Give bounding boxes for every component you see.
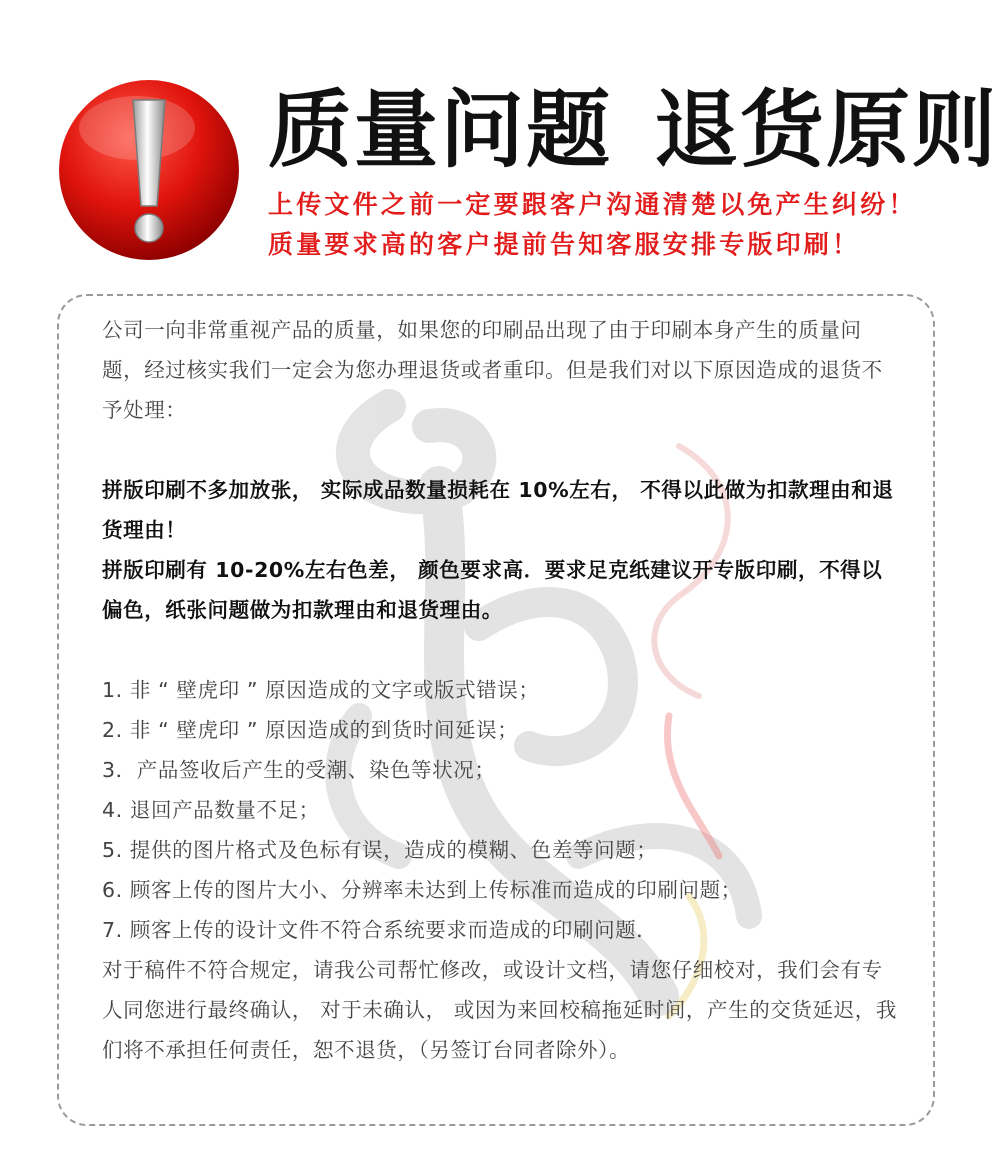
exclamation-warning-icon <box>57 78 241 262</box>
policy-content <box>102 310 902 1070</box>
subtitle-line-2: 质量要求高的客户提前告知客服安排专版印刷！ <box>268 230 861 259</box>
title-part-return: 退货原则 <box>654 81 999 179</box>
header <box>0 0 1000 290</box>
list-item: 2. 非 “ 壁虎印 ” 原因造成的到货时间延误； <box>102 718 519 742</box>
list-item: 1. 非 “ 壁虎印 ” 原因造成的文字或版式错误； <box>102 678 540 702</box>
list-item: 7. 顾客上传的设计文件不符合系统要求而造成的印刷问题． <box>102 918 658 942</box>
list-item: 3．产品签收后产生的受潮、染色等状况； <box>102 758 496 782</box>
intro-paragraph: 公司一向非常重视产品的质量，如果您的印刷品出现了由于印刷本身产生的质量问题，经过核实我们一定会为您办理退货或者重印。但是我们对以下原因造成的退货不予处理： <box>102 318 883 422</box>
bold-note: 拼版印刷不多加放张， 实际成品数量损耗在 10%左右， 不得以此做为扣款理由和退货理由！ <box>102 478 894 542</box>
policy-panel <box>57 294 935 1126</box>
list-item: 5. 提供的图片格式及色标有误，造成的模糊、色差等问题； <box>102 838 658 862</box>
bold-note: 拼版印刷有 10-20%左右色差， 颜色要求高．要求足克纸建议开专版印刷，不得以偏色，纸张问题做为扣款理由和退货理由。 <box>102 558 883 622</box>
list-item: 4. 退回产品数量不足； <box>102 798 320 822</box>
page-title <box>268 80 998 180</box>
closing-paragraph: 对于稿件不符合规定，请我公司帮忙修改，或设计文档，请您仔细校对，我们会有专人同您进行最终确认， 对于未确认， 或因为来回校稿拖延时间，产生的交货延迟，我们将不承担任何责任，恕不退货，（另签订台同者除外）。 <box>102 958 897 1062</box>
list-item: 6. 顾客上传的图片大小、分辨率未达到上传标准而造成的印刷问题； <box>102 878 742 902</box>
subtitle-line-1: 上传文件之前一定要跟客户沟通清楚以免产生纠纷！ <box>268 190 917 219</box>
title-part-quality: 质量问题 <box>268 81 613 179</box>
